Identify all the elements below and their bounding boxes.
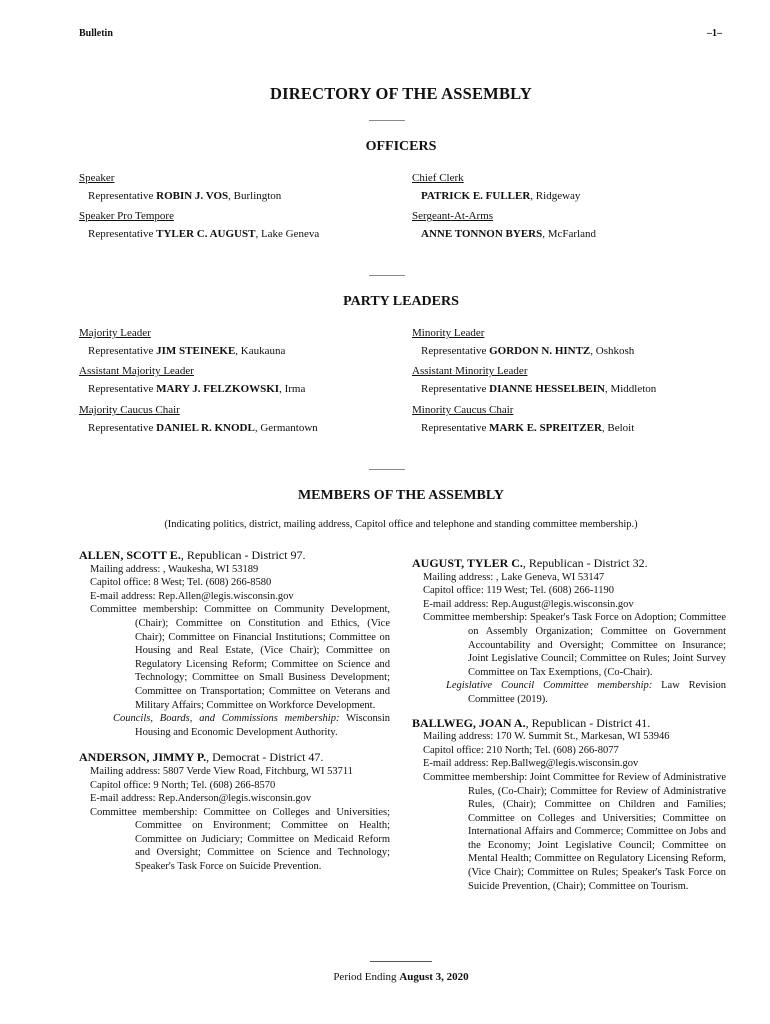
member-name-line: AUGUST, TYLER C., Republican - District 32. [412, 556, 648, 570]
member-legislative-council: Legislative Council Committee membership: Law Revision Committee (2019). [446, 680, 727, 705]
member-name-line: BALLWEG, JOAN A., Republican - District 41. [412, 715, 651, 730]
role-person: Representative TYLER C. AUGUST, Lake Geneva [88, 228, 320, 240]
footer-rule [370, 961, 432, 962]
role-person: Representative GORDON N. HINTZ, Oshkosh [421, 345, 635, 357]
role-label: Speaker Pro Tempore [79, 210, 174, 222]
role-person: Representative DIANNE HESSELBEIN, Middleton [421, 383, 657, 395]
officer-chief-clerk [412, 172, 580, 202]
section-divider [369, 469, 405, 470]
section-divider [369, 275, 405, 276]
member-committees: Committee membership: Committee on Colleges and Universities; Committee on Environment; Committee on Health; Committee on Judiciary; Committee on Medicaid Reform and Oversight; Committee on Science and Technology; Speaker's Task Force on Suicide Prevention. [90, 806, 390, 873]
member-name-line: ANDERSON, JIMMY P., Democrat - District 47. [79, 750, 324, 765]
leader-majority-caucus-chair [79, 404, 318, 434]
member-name-line: ALLEN, SCOTT E., Republican - District 97. [79, 548, 306, 562]
officer-speaker-pro-tempore [79, 210, 319, 240]
leader-assistant-minority [412, 365, 656, 395]
leader-assistant-majority [79, 365, 305, 395]
member-mailing: Mailing address: , Waukesha, WI 53189 [90, 563, 259, 575]
page-number: –1– [707, 28, 722, 39]
member-office: Capitol office: 210 North; Tel. (608) 266-8077 [423, 744, 619, 756]
role-label: Chief Clerk [412, 172, 464, 184]
members-heading: MEMBERS OF THE ASSEMBLY [297, 488, 505, 503]
member-email: E-mail address: Rep.Allen@legis.wisconsin.gov [90, 590, 294, 602]
member-councils: Councils, Boards, and Commissions membership: Wisconsin Housing and Economic Development Authority. [113, 713, 391, 738]
member-entry [412, 717, 726, 894]
member-email: E-mail address: Rep.August@legis.wisconsin.gov [423, 598, 634, 610]
footer: Period Ending August 3, 2020 [333, 971, 469, 983]
role-label: Assistant Majority Leader [79, 365, 194, 377]
member-entry [79, 549, 390, 739]
leader-minority-caucus-chair [412, 404, 634, 434]
leader-majority [79, 327, 285, 357]
role-label: Majority Caucus Chair [79, 404, 180, 416]
member-committees: Committee membership: Joint Committee for Review of Administrative Rules, (Co-Chair); Committee for Review of Administrative Rules, (Chair); Committee on Children and Families; Committee on Colleges and Universities; Committee on International Affairs and Commerce; Committee on Jobs and the Economy; Joint Legislative Council; Committee on Mental Health; Committee on Regulatory Licensing Reform, (Vice Chair); Committee on Rules; Speaker's Task Force on Suicide Prevention, (Chair); Committee on Tourism. [423, 771, 726, 892]
running-header-left: Bulletin [79, 28, 113, 39]
member-office: Capitol office: 9 North; Tel. (608) 266-8570 [90, 779, 276, 791]
member-mailing: Mailing address: 170 W. Summit St., Markesan, WI 53946 [423, 731, 670, 743]
officer-sergeant-at-arms [412, 210, 596, 240]
role-person: Representative MARY J. FELZKOWSKI, Irma [88, 383, 306, 395]
members-note: (Indicating politics, district, mailing address, Capitol office and telephone and standing committee membership.) [164, 519, 638, 530]
page-title: DIRECTORY OF THE ASSEMBLY [270, 84, 532, 103]
member-mailing: Mailing address: , Lake Geneva, WI 53147 [423, 571, 605, 583]
role-person: PATRICK E. FULLER, Ridgeway [421, 190, 581, 202]
role-label: Speaker [79, 172, 115, 184]
role-person: Representative JIM STEINEKE, Kaukauna [88, 345, 286, 357]
member-email: E-mail address: Rep.Anderson@legis.wisconsin.gov [90, 793, 312, 805]
role-person: Representative DANIEL R. KNODL, Germantown [88, 422, 318, 434]
member-mailing: Mailing address: 5807 Verde View Road, Fitchburg, WI 53711 [90, 765, 354, 777]
member-entry [412, 557, 726, 707]
title-divider [369, 120, 405, 121]
role-label: Minority Leader [412, 327, 485, 339]
role-label: Minority Caucus Chair [412, 404, 514, 416]
officer-speaker [79, 172, 281, 202]
role-person: ANNE TONNON BYERS, McFarland [421, 228, 596, 240]
officers-heading: OFFICERS [365, 139, 437, 154]
member-office: Capitol office: 119 West; Tel. (608) 266-1190 [423, 585, 614, 597]
leader-minority [412, 327, 634, 357]
role-label: Sergeant-At-Arms [412, 210, 494, 222]
member-committees: Committee membership: Speaker's Task Force on Adoption; Committee on Assembly Organization; Committee on Government Accountability and Oversight; Committee on Insurance; Joint Legislative Council; Committee on Rules; Joint Survey Committee on Tax Exemptions, (Co-Chair). [423, 612, 726, 678]
members-column-right [412, 557, 726, 902]
member-office: Capitol office: 8 West; Tel. (608) 266-8580 [90, 577, 272, 589]
role-person: Representative MARK E. SPREITZER, Beloit [421, 422, 635, 434]
party-leaders-heading: PARTY LEADERS [343, 294, 459, 309]
role-label: Assistant Minority Leader [412, 365, 528, 377]
member-entry [79, 751, 390, 873]
role-label: Majority Leader [79, 327, 151, 339]
member-committees: Committee membership: Committee on Community Development, (Chair); Committee on Constitution and Ethics, (Vice Chair); Committee on Financial Institutions; Committee on Housing and Real Estate, (Vice Chair); Committee on Regulatory Licensing Reform; Committee on Science and Technology; Committee on Small Business Development; Committee on Transportation; Committee on Veterans and Military Affairs; Committee on Workforce Development. [90, 604, 390, 711]
role-person: Representative ROBIN J. VOS, Burlington [88, 190, 282, 202]
members-column-left [79, 549, 390, 883]
member-email: E-mail address: Rep.Ballweg@legis.wisconsin.gov [423, 758, 639, 770]
